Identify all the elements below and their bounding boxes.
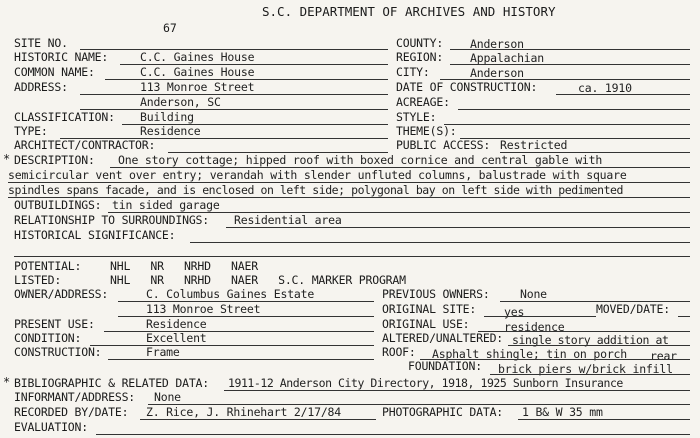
acreage-label: ACREAGE: xyxy=(396,95,450,109)
style-line xyxy=(444,124,690,125)
present-use-value: Residence xyxy=(146,317,207,331)
county-line xyxy=(450,49,690,50)
photographic-data-value: 1 B& W 35 mm xyxy=(522,405,603,419)
classification-value: Building xyxy=(140,110,194,124)
historical-significance-line1 xyxy=(190,242,690,243)
description-label: DESCRIPTION: xyxy=(14,153,95,167)
historic-name-label: HISTORIC NAME: xyxy=(14,50,109,64)
relationship-line xyxy=(226,227,690,228)
relationship-value: Residential area xyxy=(234,213,342,227)
condition-line xyxy=(90,345,374,346)
county-label: COUNTY: xyxy=(396,36,444,50)
owner-address-label: OWNER/ADDRESS: xyxy=(14,287,109,301)
original-site-line xyxy=(484,316,596,317)
original-site-value: yes xyxy=(504,305,525,319)
recorded-by-line xyxy=(140,419,376,420)
construction-line xyxy=(108,359,374,360)
description-line3: spindles spans facade, and is enclosed on left side; polygonal bay on left side with pedimented xyxy=(8,183,623,197)
original-use-line xyxy=(478,331,690,332)
date-construction-value: ca. 1910 xyxy=(578,81,632,95)
asterisk-mark-bibliographic: * xyxy=(3,375,11,389)
form-number: 67 xyxy=(163,21,177,35)
form-title: S.C. DEPARTMENT OF ARCHIVES AND HISTORY xyxy=(262,4,556,19)
outbuildings-label: OUTBUILDINGS: xyxy=(14,198,102,212)
bibliographic-label: BIBLIOGRAPHIC & RELATED DATA: xyxy=(14,376,209,390)
description-line2: semicircular vent over entry; verandah with slender unfluted columns, balustrade with square xyxy=(8,168,627,182)
themes-label: THEME(S): xyxy=(396,124,457,138)
architect-label: ARCHITECT/CONTRACTOR: xyxy=(14,138,156,152)
evaluation-label: EVALUATION: xyxy=(14,420,88,434)
themes-line xyxy=(460,138,690,139)
historical-significance-label: HISTORICAL SIGNIFICANCE: xyxy=(14,228,176,242)
asterisk-mark-description: * xyxy=(3,152,11,166)
bibliographic-value: 1911-12 Anderson City Directory, 1918, 1925 Sunborn Insurance xyxy=(228,376,623,390)
original-site-label: ORIGINAL SITE: xyxy=(382,302,477,316)
original-use-value: residence xyxy=(504,320,565,334)
owner-line1-value: C. Columbus Gaines Estate xyxy=(146,287,315,301)
foundation-line xyxy=(490,374,690,375)
public-access-label: PUBLIC ACCESS: xyxy=(396,138,491,152)
construction-value: Frame xyxy=(146,345,180,359)
date-construction-label: DATE OF CONSTRUCTION: xyxy=(396,80,538,94)
informant-label: INFORMANT/ADDRESS: xyxy=(14,390,136,404)
recorded-by-label: RECORDED BY/DATE: xyxy=(14,405,129,419)
site-no-label: SITE NO. xyxy=(14,36,68,50)
foundation-value: brick piers w/brick infill xyxy=(498,362,673,376)
previous-owners-label: PREVIOUS OWNERS: xyxy=(382,287,490,301)
bibliographic-line xyxy=(224,390,690,391)
foundation-label: FOUNDATION: xyxy=(408,359,482,373)
classification-label: CLASSIFICATION: xyxy=(14,110,115,124)
type-label: TYPE: xyxy=(14,124,48,138)
present-use-line xyxy=(104,331,374,332)
previous-owners-value: None xyxy=(520,287,547,301)
original-use-label: ORIGINAL USE: xyxy=(382,317,470,331)
potential-label: POTENTIAL: xyxy=(14,259,82,273)
style-label: STYLE: xyxy=(396,110,437,124)
type-value: Residence xyxy=(140,124,201,138)
present-use-label: PRESENT USE: xyxy=(14,317,95,331)
relationship-label: RELATIONSHIP TO SURROUNDINGS: xyxy=(14,213,209,227)
address-label: ADDRESS: xyxy=(14,80,68,94)
altered-label: ALTERED/UNALTERED: xyxy=(382,331,504,345)
moved-date-line xyxy=(678,316,690,317)
recorded-by-value: Z. Rice, J. Rhinehart 2/17/84 xyxy=(146,405,341,419)
owner-line2-value: 113 Monroe Street xyxy=(146,302,261,316)
historic-name-value: C.C. Gaines House xyxy=(140,50,255,64)
region-line xyxy=(450,64,690,65)
region-label: REGION: xyxy=(396,50,444,64)
construction-label: CONSTRUCTION: xyxy=(14,345,102,359)
roof-note-value: rear xyxy=(650,349,677,363)
city-value: Anderson xyxy=(470,66,524,80)
description-line1: One story cottage; hipped roof with boxed cornice and central gable with xyxy=(118,153,603,167)
acreage-line xyxy=(458,109,690,110)
historical-significance-line2 xyxy=(14,256,690,257)
photographic-data-label: PHOTOGRAPHIC DATA: xyxy=(382,405,504,419)
evaluation-line xyxy=(96,434,690,435)
listed-options: NHL NR NRHD NAER S.C. MARKER PROGRAM xyxy=(110,273,406,287)
potential-options: NHL NR NRHD NAER xyxy=(110,259,258,273)
listed-label: LISTED: xyxy=(14,273,62,287)
altered-line xyxy=(508,345,690,346)
region-value: Appalachian xyxy=(470,51,544,65)
photographic-data-line xyxy=(518,419,690,420)
outbuildings-value: tin sided garage xyxy=(112,198,220,212)
moved-date-label: MOVED/DATE: xyxy=(596,302,670,316)
address-line2-line xyxy=(80,109,388,110)
roof-label: ROOF: xyxy=(382,345,416,359)
public-access-value: Restricted xyxy=(500,138,568,152)
roof-value: Asphalt shingle; tin on porch xyxy=(432,347,627,361)
common-name-label: COMMON NAME: xyxy=(14,65,95,79)
address-line1-value: 113 Monroe Street xyxy=(140,80,255,94)
city-label: CITY: xyxy=(396,65,430,79)
condition-value: Excellent xyxy=(146,331,207,345)
condition-label: CONDITION: xyxy=(14,331,82,345)
address-line2-value: Anderson, SC xyxy=(140,95,221,109)
description-rule3 xyxy=(8,197,690,198)
informant-value: None xyxy=(154,390,181,404)
county-value: Anderson xyxy=(470,37,524,51)
altered-value: single story addition at xyxy=(512,333,669,347)
date-construction-line xyxy=(556,94,690,95)
address-line1-line xyxy=(80,94,388,95)
common-name-value: C.C. Gaines House xyxy=(140,65,255,79)
